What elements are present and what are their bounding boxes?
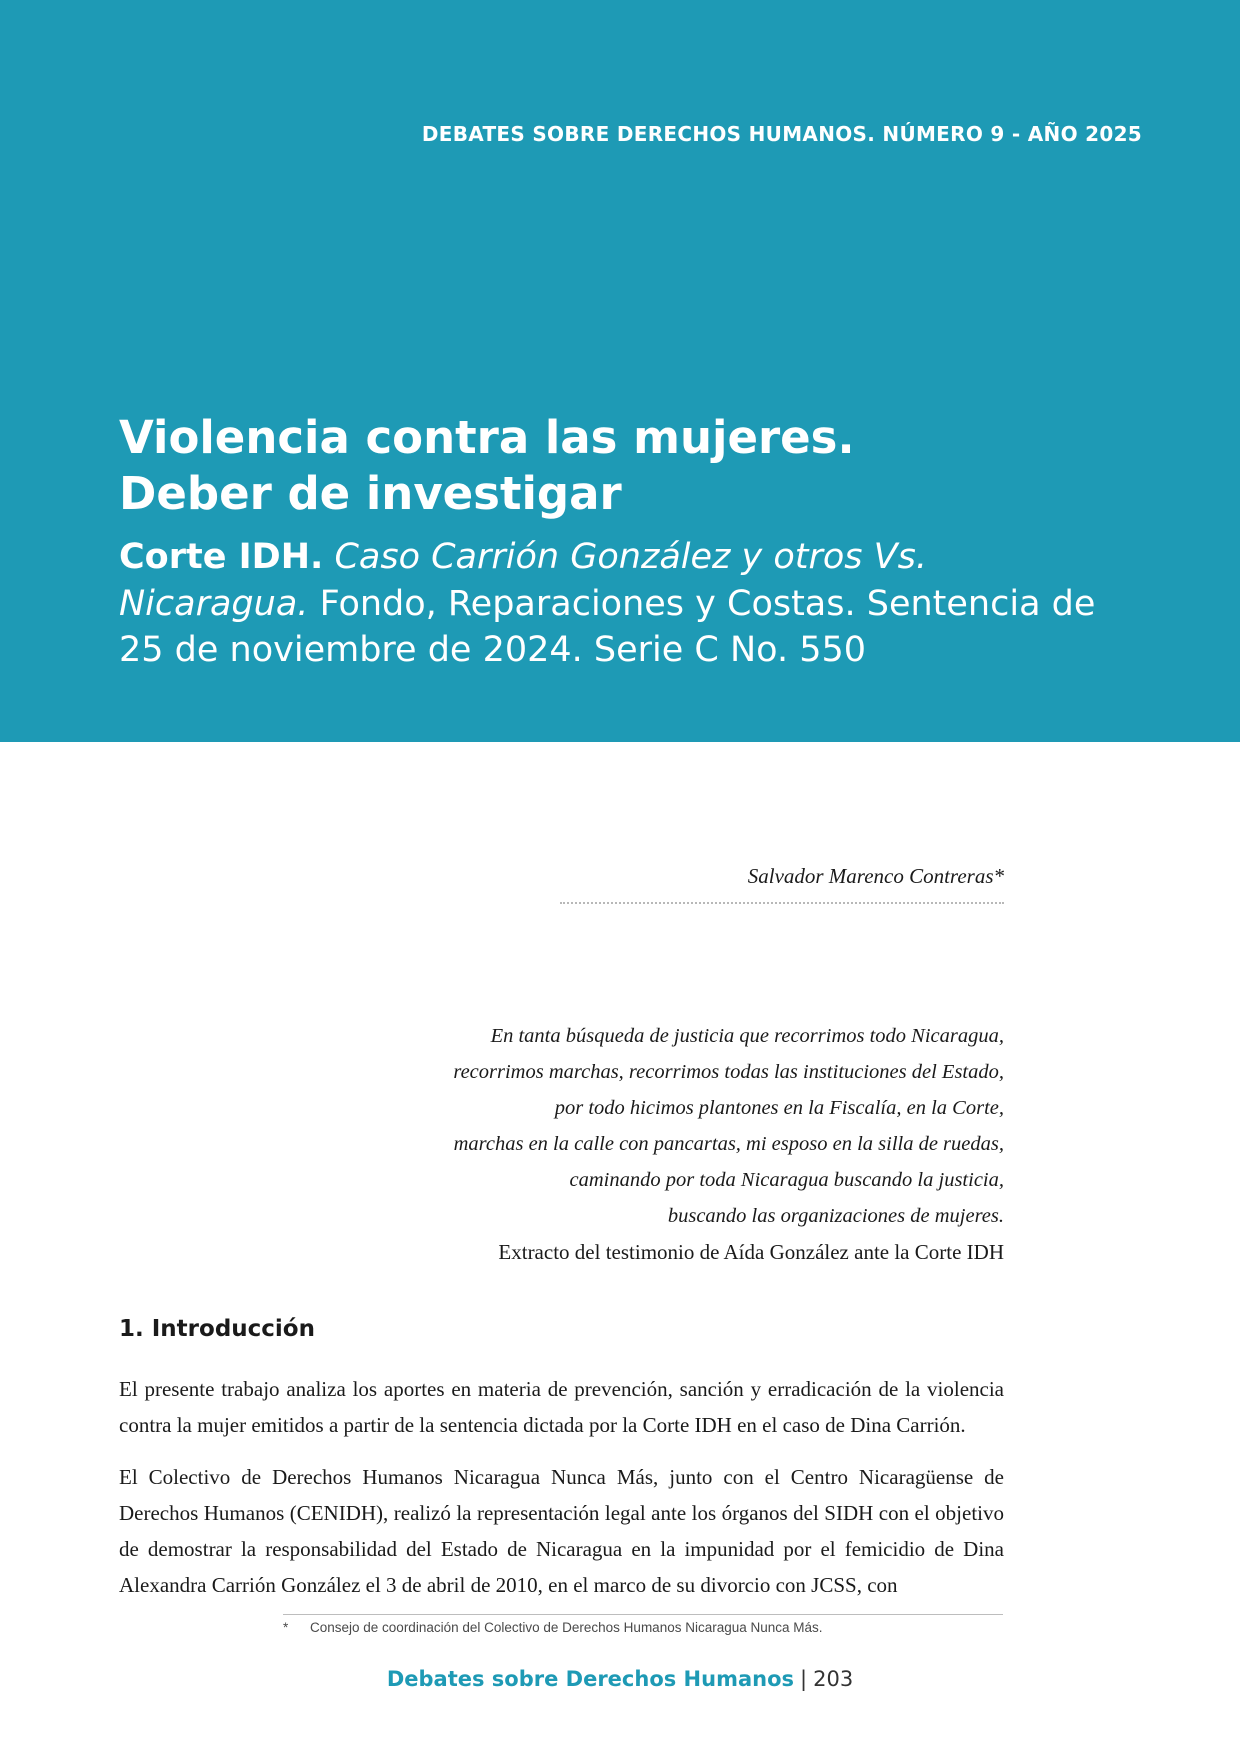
- epigraph-source: Extracto del testimonio de Aída González ante la Corte IDH: [498, 1240, 1004, 1264]
- journal-series-label: DEBATES SOBRE DERECHOS HUMANOS. NÚMERO 9 - AÑO 2025: [421, 122, 1142, 146]
- footnote-text: Consejo de coordinación del Colectivo de Derechos Humanos Nicaragua Nunca Más.: [310, 1620, 823, 1635]
- footer-separator: |: [800, 1667, 808, 1691]
- epigraph-line: recorrimos marchas, recorrimos todas las instituciones del Estado,: [453, 1061, 1004, 1083]
- epigraph: [304, 1018, 1004, 1270]
- page-footer: [0, 1667, 1240, 1691]
- case-details: Fondo, Reparaciones y Costas. Sentencia de 25 de noviembre de 2024. Serie C No. 550: [119, 583, 1096, 670]
- footnote-mark: *: [283, 1620, 289, 1635]
- case-name: Caso Carrión González y otros Vs. Nicaragua.: [119, 537, 927, 624]
- page-number: 203: [813, 1667, 854, 1691]
- epigraph-line: buscando las organizaciones de mujeres.: [667, 1205, 1004, 1227]
- epigraph-line: caminando por toda Nicaragua buscando la justicia,: [569, 1169, 1004, 1191]
- footnote: [283, 1620, 1003, 1635]
- footnote-divider: [283, 1614, 1003, 1615]
- author-name: Salvador Marenco Contreras*: [747, 864, 1004, 888]
- court-name: Corte IDH.: [119, 537, 324, 577]
- title-line: Violencia contra las mujeres.: [119, 411, 855, 464]
- epigraph-line: marchas en la calle con pancartas, mi esposo en la silla de ruedas,: [453, 1133, 1004, 1155]
- epigraph-line: En tanta búsqueda de justicia que recorrimos todo Nicaragua,: [490, 1025, 1004, 1047]
- footer-journal-name: Debates sobre Derechos Humanos: [386, 1667, 795, 1691]
- title-line: Deber de investigar: [119, 467, 622, 520]
- author-divider: [560, 902, 1004, 904]
- epigraph-line: por todo hicimos plantones en la Fiscalía, en la Corte,: [554, 1097, 1004, 1119]
- case-citation: [119, 534, 1119, 674]
- article-title: [119, 410, 1119, 522]
- header-banner: [0, 0, 1240, 742]
- section-heading: 1. Introducción: [119, 1316, 315, 1342]
- body-paragraph: El Colectivo de Derechos Humanos Nicaragua Nunca Más, junto con el Centro Nicaragüense de Derechos Humanos (CENIDH), realizó la representación legal ante los órganos del SIDH con el objetivo de demostrar la responsabilidad del Estado de Nicaragua en la impunidad por el femicidio de Dina Alexandra Carrión González el 3 de abril de 2010, en el marco de su divorcio con JCSS, con: [119, 1465, 1004, 1597]
- body-paragraph: El presente trabajo analiza los aportes en materia de prevención, sanción y erradicación de la violencia contra la mujer emitidos a partir de la sentencia dictada por la Corte IDH en el caso de Dina Carrión.: [119, 1377, 1004, 1437]
